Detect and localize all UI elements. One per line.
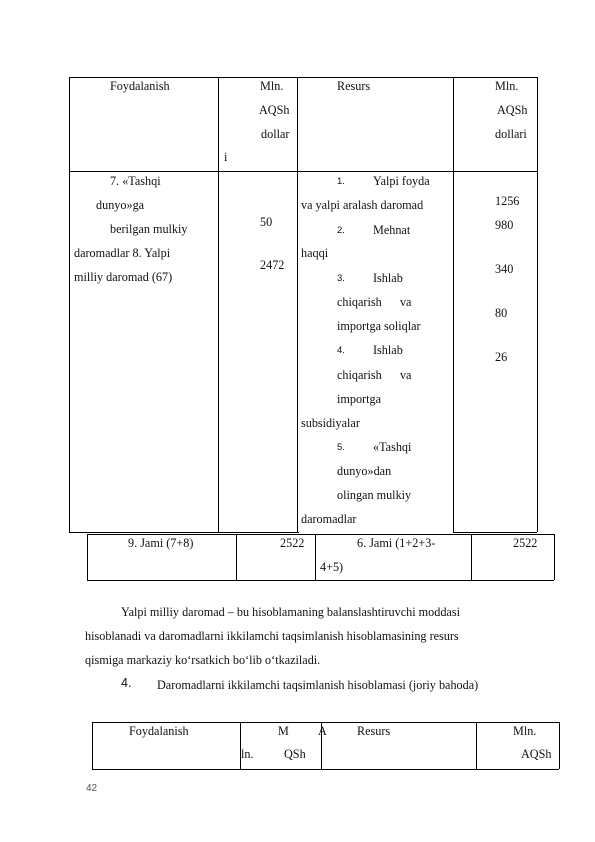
paragraph-line: Yalpi milliy daromad – bu hisoblamaning balanslashtiruvchi moddasi bbox=[121, 605, 460, 619]
resurs-item-text: dunyo»dan bbox=[337, 464, 392, 478]
cell-resource-value: 340 bbox=[495, 262, 514, 276]
header-dollar-tail: i bbox=[224, 150, 228, 164]
resurs-item-text: importga bbox=[337, 392, 382, 406]
total-use-label: 9. Jami (7+8) bbox=[128, 536, 194, 550]
cell-use-line: dunyo»ga bbox=[96, 198, 145, 212]
total-resource-label: 6. Jami (1+2+3- bbox=[357, 536, 436, 550]
resurs-item-text: subsidiyalar bbox=[301, 416, 360, 430]
header-mln-part: M bbox=[278, 724, 289, 738]
header-aqsh-part: A bbox=[318, 724, 327, 738]
resurs-item-number: 1. bbox=[337, 176, 345, 187]
heading-text: Daromadlarni ikkilamchi taqsimlanish hisoblamasi (joriy bahoda) bbox=[157, 678, 479, 692]
heading-number: 4. bbox=[121, 676, 132, 690]
header-aqsh: AQSh bbox=[521, 747, 552, 761]
page-number: 42 bbox=[86, 783, 98, 794]
resurs-item-text: Ishlab bbox=[373, 271, 403, 285]
cell-use-value: 2472 bbox=[260, 258, 285, 272]
paragraph-line: hisoblanadi va daromadlarni ikkilamchi taqsimlanish hisoblamasining resurs bbox=[85, 629, 459, 643]
cell-use-line: milliy daromad (67) bbox=[74, 270, 173, 284]
cell-use-line: berilgan mulkiy bbox=[110, 222, 188, 236]
total-use-value: 2522 bbox=[280, 536, 305, 550]
header-foydalanish: Foydalanish bbox=[110, 79, 170, 93]
header-aqsh: AQSh bbox=[259, 103, 290, 117]
resurs-item-text: va yalpi aralash daromad bbox=[301, 198, 424, 212]
header-mln: Mln. bbox=[513, 724, 537, 738]
cell-use-line: 7. «Tashqi bbox=[110, 174, 161, 188]
resurs-item-number: 3. bbox=[337, 273, 345, 284]
header-mln-part: ln. bbox=[241, 747, 254, 761]
resurs-item-text: Mehnat bbox=[373, 223, 411, 237]
resurs-item-text: Yalpi foyda bbox=[373, 174, 430, 188]
header-foydalanish: Foydalanish bbox=[129, 724, 189, 738]
resurs-item-number: 5. bbox=[337, 442, 345, 453]
header-aqsh-part: QSh bbox=[284, 747, 306, 761]
cell-use-line: daromadlar 8. Yalpi bbox=[74, 246, 171, 260]
resurs-item-number: 4. bbox=[337, 345, 345, 356]
resurs-item-number: 2. bbox=[337, 225, 345, 236]
resurs-item-text: haqqi bbox=[301, 246, 329, 260]
header-resurs: Resurs bbox=[337, 79, 371, 93]
total-resource-label: 4+5) bbox=[320, 560, 344, 574]
cell-use-value: 50 bbox=[260, 215, 273, 229]
cell-resource-value: 980 bbox=[495, 218, 514, 232]
cell-resource-value: 1256 bbox=[495, 194, 520, 208]
resurs-item-text: Ishlab bbox=[373, 343, 403, 357]
resurs-item-text: importga soliqlar bbox=[337, 319, 421, 333]
resurs-item-text: olingan mulkiy bbox=[337, 488, 412, 502]
header-dollari: dollari bbox=[495, 127, 527, 141]
header-dollar: dollar bbox=[261, 127, 290, 141]
cell-resource-value: 80 bbox=[495, 306, 508, 320]
total-resource-value: 2522 bbox=[513, 536, 538, 550]
resurs-item-text: daromadlar bbox=[301, 512, 357, 526]
resurs-item-text: chiqarish va bbox=[337, 368, 412, 382]
paragraph-line: qismiga markaziy ko‘rsatkich bo‘lib o‘tkaziladi. bbox=[85, 653, 321, 667]
cell-resource-value: 26 bbox=[495, 350, 508, 364]
header-resurs: Resurs bbox=[357, 724, 391, 738]
resurs-item-text: chiqarish va bbox=[337, 295, 412, 309]
header-mln: Mln. bbox=[260, 79, 284, 93]
resurs-item-text: «Tashqi bbox=[373, 440, 412, 454]
header-aqsh-2: AQSh bbox=[497, 103, 528, 117]
header-mln-2: Mln. bbox=[495, 79, 519, 93]
